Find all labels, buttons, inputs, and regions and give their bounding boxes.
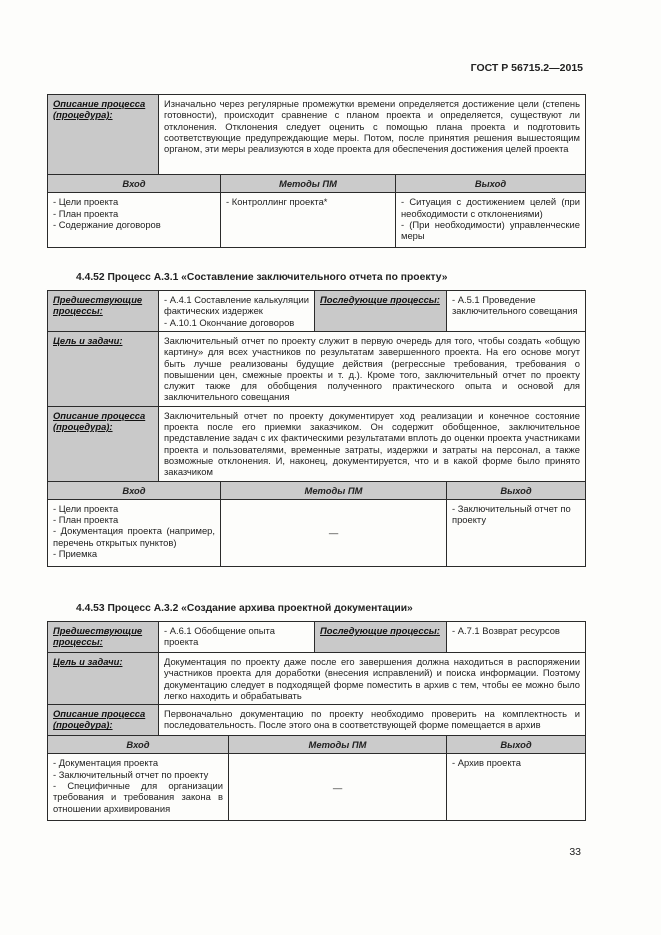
method-item: - Контроллинг проекта* — [226, 196, 328, 208]
successors-cell — [447, 291, 586, 332]
input-item: - Содержание договоров — [53, 218, 161, 230]
input-item: - План проекта — [53, 514, 119, 526]
goals-text: Заключительный отчет по проекту служит в первую очередь для того, чтобы создать «общую картину» для всех участников по результатам завершенного проекта. На его основе могут быть лучше реализованы будущие действия (регрессные требования, требования о повышении цен, смежные проекты и т. д.). Кроме того, заключительный отчет по проекту служит также для обобщения полученного практического опыта и основой для заключительного совещания — [159, 332, 586, 407]
methods-cell: — — [229, 754, 447, 821]
predecessors-cell — [159, 622, 315, 653]
output-item: - Заключительный отчет по проекту — [452, 502, 571, 526]
description-text: Первоначально документацию по проекту необходимо проверить на комплектность и последовательность. После этого она в соответствующей форме помещается в архив — [159, 705, 586, 736]
outputs-cell — [447, 499, 586, 566]
predecessor-item: - А.6.1 Обобщение опыта проекта — [164, 625, 275, 648]
successors-cell — [447, 622, 586, 653]
predecessors-cell — [159, 291, 315, 332]
output-item: - (При необходимости) управленческие меры — [401, 218, 580, 242]
top-process-table — [47, 94, 586, 248]
col-input-header: Вход — [48, 175, 221, 193]
inputs-cell — [48, 193, 221, 248]
inputs-cell — [48, 499, 221, 566]
col-methods-header: Методы ПМ — [229, 736, 447, 754]
document-header: ГОСТ Р 56715.2—2015 — [470, 62, 583, 74]
col-methods-header: Методы ПМ — [221, 175, 396, 193]
input-item: - Заключительный отчет по проекту — [53, 768, 209, 780]
goals-text: Документация по проекту даже после его завершения должна находиться в распоряжении участников проекта для доработки (внесения исправлений) и поиска информации. Поэтому документацию следует в подходящей форме поместить в архив с тем, чтобы ее можно было легко находить и обрабатывать — [159, 653, 586, 705]
predecessors-label: Предшествующие процессы: — [48, 622, 159, 653]
predecessors-label: Предшествующие процессы: — [48, 291, 159, 332]
description-label: Описание процесса (процедура): — [48, 406, 159, 481]
input-item: - Документация проекта — [53, 757, 159, 769]
input-item: - Цели проекта — [53, 502, 119, 514]
section-53-table — [47, 621, 586, 821]
outputs-cell — [396, 193, 586, 248]
successor-item: - А.7.1 Возврат ресурсов — [452, 625, 560, 636]
successors-label: Последующие процессы: — [315, 291, 447, 332]
col-output-header: Выход — [396, 175, 586, 193]
output-item: - Ситуация с достижением целей (при необходимости с отклонениями) — [401, 196, 580, 219]
output-item: - Архив проекта — [452, 757, 521, 769]
section-52-table — [47, 290, 586, 567]
input-item: - Документация проекта (например, перечень открытых пунктов) — [53, 525, 215, 548]
col-input-header: Вход — [48, 481, 221, 499]
description-label: Описание процесса (процедура): — [48, 95, 159, 175]
col-methods-header: Методы ПМ — [221, 481, 447, 499]
input-item: - Специфичные для организации требования и требования закона в отношении архивирования — [53, 780, 223, 814]
outputs-cell — [447, 754, 586, 821]
successors-label: Последующие процессы: — [315, 622, 447, 653]
predecessor-item: - А.4.1 Составление калькуляции фактических издержек — [164, 294, 309, 317]
input-item: - Приемка — [53, 548, 98, 560]
goals-label: Цель и задачи: — [48, 332, 159, 407]
goals-label: Цель и задачи: — [48, 653, 159, 705]
description-label: Описание процесса (процедура): — [48, 705, 159, 736]
col-input-header: Вход — [48, 736, 229, 754]
input-item: - План проекта — [53, 207, 119, 219]
methods-cell — [221, 193, 396, 248]
description-text: Изначально через регулярные промежутки времени определяется достижение цели (степень готовности), происходит сравнение с планом проекта и определяется, существуют ли отклонения. Отклонения следует оценить с помощью плана проекта и подготовить соответствующие предупреждающие меры. Потом, после принятия решения вышестоящим органом, эти меры реализуются в ходе проекта для обеспечения достижения целей проекта — [159, 95, 586, 175]
successor-item: - А.5.1 Проведение заключительного совещания — [452, 294, 578, 317]
section-52-title: 4.4.52 Процесс А.3.1 «Составление заключительного отчета по проекту» — [76, 272, 448, 283]
section-53-title: 4.4.53 Процесс А.3.2 «Создание архива проектной документации» — [76, 603, 413, 614]
inputs-cell — [48, 754, 229, 821]
col-output-header: Выход — [447, 736, 586, 754]
predecessor-item: - А.10.1 Окончание договоров — [164, 316, 295, 328]
methods-cell: — — [221, 499, 447, 566]
col-output-header: Выход — [447, 481, 586, 499]
page-number: 33 — [569, 846, 581, 858]
description-text: Заключительный отчет по проекту документирует ход реализации и конечное состояние проекта после его приемки заказчиком. Он содержит обобщенное, заключительное представление задач с их фактическими результатами вплоть до оценки проекта участниками проекта и пользователями, временные затраты, издержки и затраты на персонал, а также возможные отклонения. И, наконец, документируется, что и в какой форме было принято заказчиком — [159, 406, 586, 481]
input-item: - Цели проекта — [53, 196, 119, 208]
